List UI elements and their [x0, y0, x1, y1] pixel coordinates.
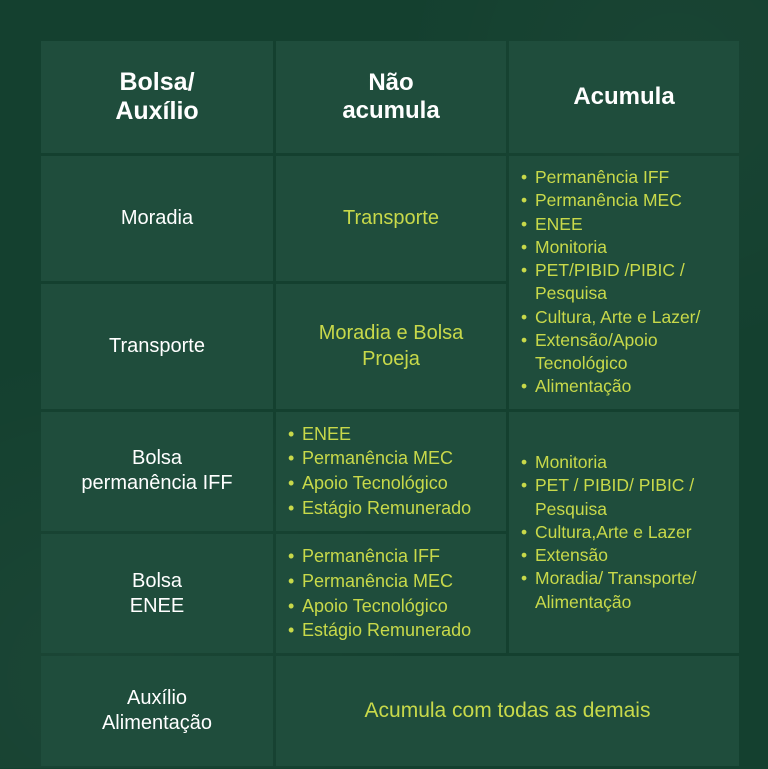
row-label-transporte — [41, 284, 273, 409]
row-label-bolsa-permanencia-iff-line2: permanência IFF — [81, 472, 233, 495]
list-item: • Permanência IFF — [288, 544, 494, 569]
row-label-bolsa-enee-line1: Bolsa — [131, 569, 183, 592]
nao-acumula-bolsa-permanencia-iff-list — [288, 422, 494, 521]
row-label-auxilio-alimentacao — [41, 656, 273, 766]
list-item: • Cultura, Arte e Lazer/ — [521, 306, 727, 329]
list-item: • Extensão — [521, 544, 727, 567]
table-row — [41, 656, 739, 766]
column-header-acumula-line1: Acumula — [573, 83, 675, 111]
row-label-auxilio-alimentacao-line1: Auxílio — [126, 687, 188, 710]
list-item: • Permanência MEC — [521, 189, 727, 212]
row-label-bolsa-permanencia-iff — [41, 412, 273, 531]
table-row — [41, 412, 739, 531]
column-header-nao-acumula-line1: Não — [368, 69, 414, 97]
column-header-bolsa-auxilio-line1: Bolsa/ — [119, 68, 195, 97]
acumula-group-1 — [509, 156, 739, 409]
benefits-matrix-table — [38, 38, 742, 769]
list-item: • Monitoria — [521, 451, 727, 474]
nao-acumula-bolsa-enee — [276, 534, 506, 653]
nao-acumula-bolsa-enee-list — [288, 544, 494, 643]
list-item: • Alimentação — [521, 375, 727, 398]
list-item: • ENEE — [521, 213, 727, 236]
row-label-moradia-line1: Moradia — [120, 206, 194, 229]
list-item: • Permanência IFF — [521, 166, 727, 189]
column-header-nao-acumula-line2: acumula — [342, 97, 440, 124]
list-item: • Estágio Remunerado — [288, 618, 494, 643]
table-row — [41, 156, 739, 281]
list-item: • Permanência MEC — [288, 569, 494, 594]
list-item: • Extensão/Apoio Tecnológico — [521, 329, 727, 376]
nao-acumula-transporte-line1: Moradia e Bolsa — [318, 322, 464, 345]
list-item: • Moradia/ Transporte/ Alimentação — [521, 567, 727, 614]
row-label-transporte-line1: Transporte — [109, 334, 205, 357]
column-header-nao-acumula — [276, 41, 506, 153]
table-header-row — [41, 41, 739, 153]
column-header-acumula — [509, 41, 739, 153]
list-item: • PET / PIBID/ PIBIC / Pesquisa — [521, 474, 727, 521]
list-item: • Estágio Remunerado — [288, 496, 494, 521]
list-item: • PET/PIBID /PIBIC / Pesquisa — [521, 259, 727, 306]
list-item: • ENEE — [288, 422, 494, 447]
column-header-bolsa-auxilio-line2: Auxílio — [115, 97, 199, 125]
list-item: • Apoio Tecnológico — [288, 471, 494, 496]
acumula-group-2 — [509, 412, 739, 654]
nao-acumula-bolsa-permanencia-iff — [276, 412, 506, 531]
list-item: • Monitoria — [521, 236, 727, 259]
row-label-bolsa-enee-line2: ENEE — [129, 594, 185, 617]
nao-acumula-moradia — [276, 156, 506, 281]
row-label-bolsa-enee — [41, 534, 273, 653]
list-item: • Apoio Tecnológico — [288, 594, 494, 619]
row-label-auxilio-alimentacao-line2: Alimentação — [101, 712, 213, 735]
nao-acumula-transporte — [276, 284, 506, 409]
list-item: • Permanência MEC — [288, 446, 494, 471]
nao-acumula-transporte-line2: Proeja — [362, 348, 420, 371]
column-header-bolsa-auxilio — [41, 41, 273, 153]
acumula-group-1-list — [521, 166, 727, 399]
acumula-todas-demais-text: Acumula com todas as demais — [364, 699, 651, 723]
acumula-todas-demais — [276, 656, 739, 766]
acumula-group-2-list — [521, 451, 727, 614]
row-label-moradia — [41, 156, 273, 281]
list-item: • Cultura,Arte e Lazer — [521, 521, 727, 544]
row-label-bolsa-permanencia-iff-line1: Bolsa — [131, 447, 183, 470]
nao-acumula-moradia-text: Transporte — [343, 207, 439, 230]
